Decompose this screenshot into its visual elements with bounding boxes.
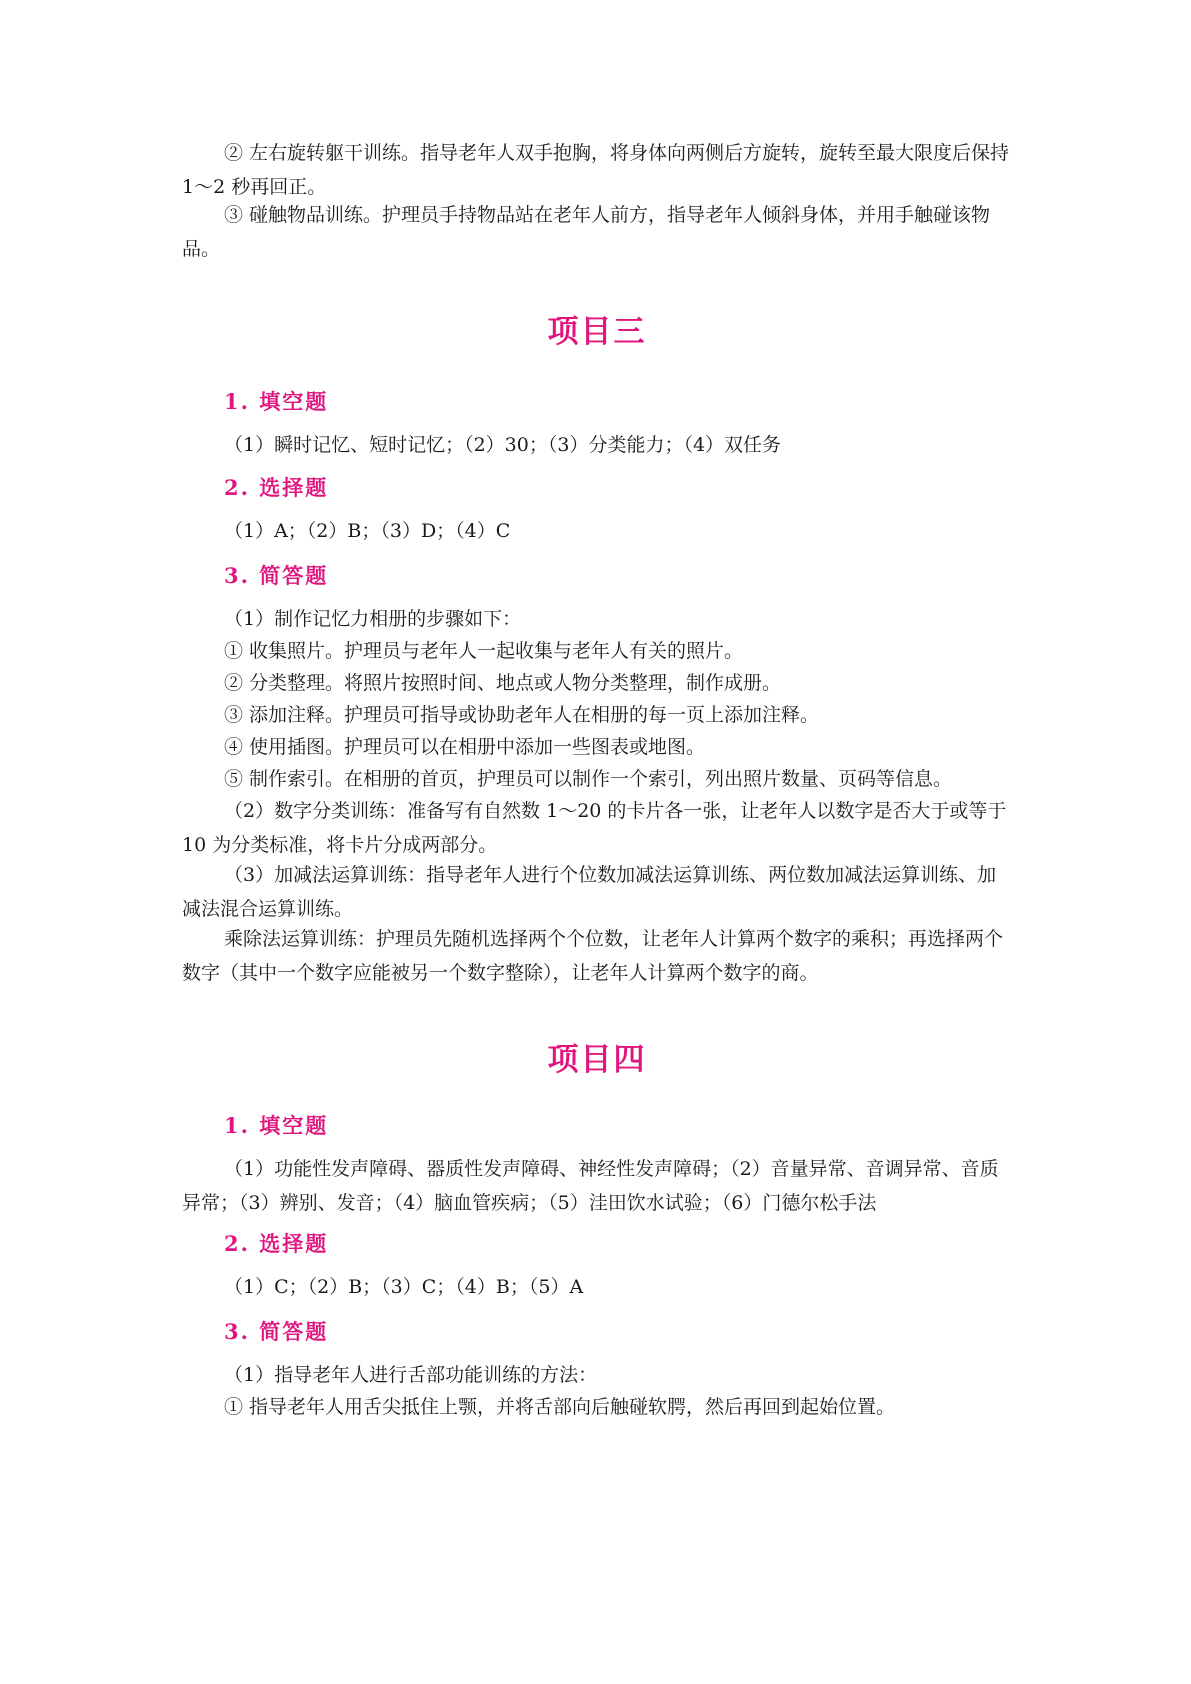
- project3-fill-heading: 1. 填空题: [224, 389, 329, 414]
- project3-step-1: ① 收集照片。护理员与老年人一起收集与老年人有关的照片。: [224, 640, 744, 662]
- project3-short-q3b: 乘除法运算训练：护理员先随机选择两个个位数，让老年人计算两个数字的乘积；再选择两个数字（其中一个数字应能被另一个数字整除），让老年人计算两个数字的商。: [182, 928, 1004, 984]
- paragraph-trunk-rotation: ② 左右旋转躯干训练。指导老年人双手抱胸，将身体向两侧后方旋转，旋转至最大限度后保持 1～2 秒再回正。: [182, 142, 1010, 198]
- project3-step-4: ④ 使用插图。护理员可以在相册中添加一些图表或地图。: [224, 736, 706, 758]
- project4-step-1: ① 指导老年人用舌尖抵住上颚，并将舌部向后触碰软腭，然后再回到起始位置。: [224, 1396, 896, 1418]
- project4-short-q1: （1）指导老年人进行舌部功能训练的方法：: [224, 1364, 598, 1386]
- project3-step-2: ② 分类整理。将照片按照时间、地点或人物分类整理，制作成册。: [224, 672, 782, 694]
- project3-short-q1: （1）制作记忆力相册的步骤如下：: [224, 608, 522, 630]
- project3-short-q2: （2）数字分类训练：准备写有自然数 1～20 的卡片各一张，让老年人以数字是否大于或等于 10 为分类标准，将卡片分成两部分。: [182, 800, 1007, 856]
- project4-fill-heading: 1. 填空题: [224, 1113, 329, 1138]
- project3-short-heading: 3. 简答题: [224, 563, 329, 588]
- project3-step-3: ③ 添加注释。护理员可指导或协助老年人在相册的每一页上添加注释。: [224, 704, 820, 726]
- project3-choice-heading: 2. 选择题: [224, 475, 329, 500]
- project3-choice-answer: （1）A；（2）B；（3）D；（4）C: [224, 520, 511, 542]
- project4-fill-answer: （1）功能性发声障碍、器质性发声障碍、神经性发声障碍；（2）音量异常、音调异常、音质异常；（3）辨别、发音；（4）脑血管疾病；（5）洼田饮水试验；（6）门德尔松手法: [182, 1158, 999, 1214]
- project4-choice-answer: （1）C；（2）B；（3）C；（4）B；（5）A: [224, 1276, 584, 1298]
- project3-step-5: ⑤ 制作索引。在相册的首页，护理员可以制作一个索引，列出照片数量、页码等信息。: [224, 768, 953, 790]
- project4-short-heading: 3. 简答题: [224, 1319, 329, 1344]
- project3-fill-answer: （1）瞬时记忆、短时记忆；（2）30；（3）分类能力；（4）双任务: [224, 434, 782, 456]
- project3-title: 项目三: [547, 314, 647, 350]
- project3-short-q3: （3）加减法运算训练：指导老年人进行个位数加减法运算训练、两位数加减法运算训练、加减法混合运算训练。: [182, 864, 997, 920]
- project4-title: 项目四: [547, 1042, 647, 1078]
- project4-choice-heading: 2. 选择题: [224, 1231, 329, 1256]
- paragraph-touch-object: ③ 碰触物品训练。护理员手持物品站在老年人前方，指导老年人倾斜身体，并用手触碰该物品。: [182, 204, 991, 260]
